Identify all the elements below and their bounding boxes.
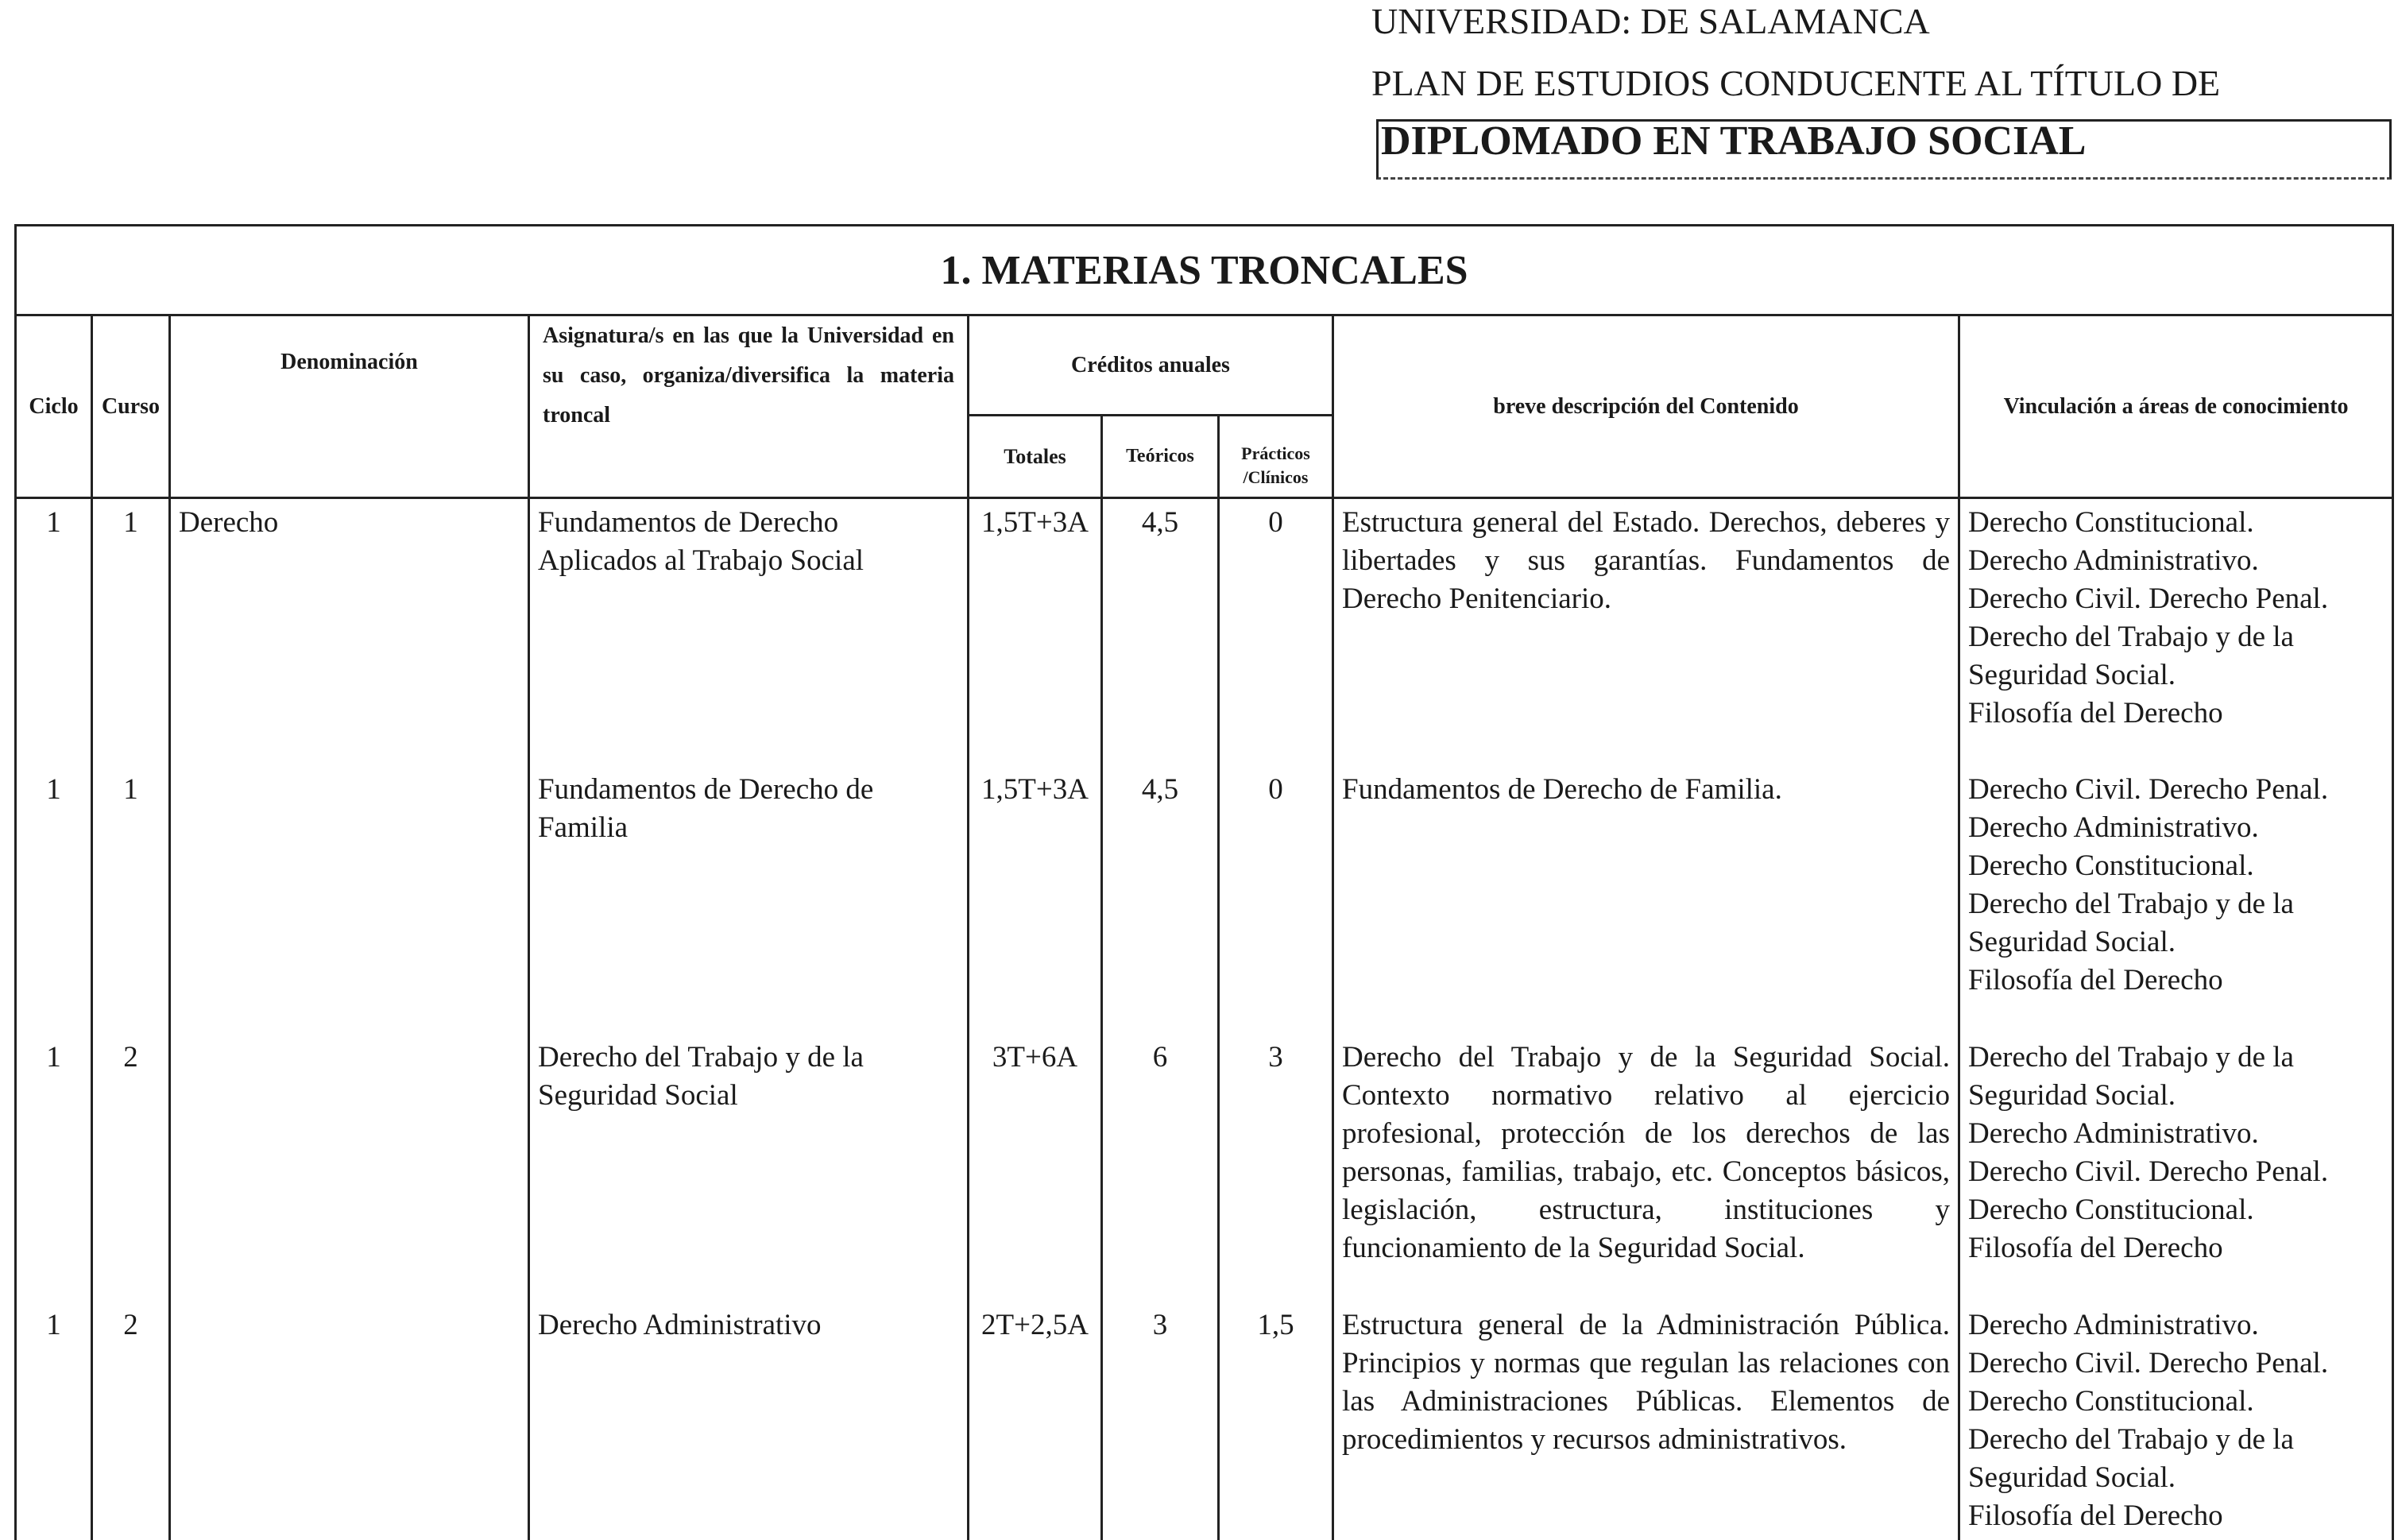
col-curso: Curso [92, 315, 170, 498]
area-item: Derecho Civil. Derecho Penal. [1968, 582, 2329, 615]
cell-denominacion [170, 1302, 529, 1540]
cell-totales: 1,5T+3A [969, 766, 1102, 1034]
cell-curso: 2 [92, 1302, 170, 1540]
area-item: Derecho Civil. Derecho Penal. [1968, 772, 2329, 806]
table-row [16, 498, 2393, 766]
materias-table [14, 224, 2394, 1540]
cell-curso: 2 [92, 1034, 170, 1302]
cell-descripcion: Fundamentos de Derecho de Familia. [1333, 766, 1959, 1034]
cell-denominacion [170, 1034, 529, 1302]
area-item: Derecho Administrativo. [1968, 811, 2259, 844]
cell-areas [1959, 498, 2393, 766]
area-item: Derecho Civil. Derecho Penal. [1968, 1155, 2329, 1188]
cell-ciclo: 1 [16, 498, 92, 766]
area-item: Derecho Constitucional. [1968, 849, 2254, 882]
area-item: Seguridad Social. [1968, 1461, 2176, 1494]
col-creditos: Créditos anuales [969, 315, 1333, 416]
area-item: Derecho Constitucional. [1968, 1193, 2254, 1226]
cell-teoricos: 6 [1102, 1034, 1219, 1302]
cell-ciclo: 1 [16, 766, 92, 1034]
col-vinculacion: Vinculación a áreas de conocimiento [1959, 315, 2393, 498]
cell-practicos: 3 [1219, 1034, 1333, 1302]
practicos-label: Prácticos [1241, 443, 1310, 463]
cell-asignatura: Fundamentos de Derecho de Familia [529, 766, 969, 1034]
cell-totales: 2T+2,5A [969, 1302, 1102, 1540]
cell-curso: 1 [92, 498, 170, 766]
cell-practicos: 0 [1219, 498, 1333, 766]
col-teoricos: Teóricos [1102, 416, 1219, 498]
cell-ciclo: 1 [16, 1034, 92, 1302]
col-asignaturas: Asignatura/s en las que la Universidad en su caso, organiza/diversifica la materia troncal [529, 315, 969, 498]
area-item: Derecho del Trabajo y de la [1968, 1040, 2294, 1074]
col-practicos [1219, 416, 1333, 498]
cell-areas [1959, 1034, 2393, 1302]
table-row [16, 1034, 2393, 1302]
plan-heading: PLAN DE ESTUDIOS CONDUCENTE AL TÍTULO DE [1371, 63, 2221, 103]
cell-ciclo: 1 [16, 1302, 92, 1540]
cell-denominacion [170, 766, 529, 1034]
col-denominacion: Denominación [170, 315, 529, 498]
cell-descripcion: Estructura general del Estado. Derechos, deberes y libertades y sus garantías. Fundamentos de Derecho Penitenciario. [1333, 498, 1959, 766]
cell-areas [1959, 1302, 2393, 1540]
clinicos-label: /Clínicos [1243, 467, 1309, 487]
cell-teoricos: 4,5 [1102, 766, 1219, 1034]
cell-descripcion: Estructura general de la Administración Pública. Principios y normas que regulan las relaciones con las Administraciones Públicas. Elementos de procedimientos y recursos administrativos. [1333, 1302, 1959, 1540]
col-descripcion: breve descripción del Contenido [1333, 315, 1959, 498]
area-item: Filosofía del Derecho [1968, 1499, 2223, 1532]
cell-asignatura: Fundamentos de Derecho Aplicados al Trabajo Social [529, 498, 969, 766]
cell-practicos: 0 [1219, 766, 1333, 1034]
cell-practicos: 1,5 [1219, 1302, 1333, 1540]
area-item: Filosofía del Derecho [1968, 1231, 2223, 1264]
university-heading: UNIVERSIDAD: DE SALAMANCA [1371, 1, 1930, 41]
area-item: Filosofía del Derecho [1968, 697, 2223, 729]
cell-totales: 3T+6A [969, 1034, 1102, 1302]
area-item: Derecho del Trabajo y de la [1968, 1422, 2294, 1456]
cell-totales: 1,5T+3A [969, 498, 1102, 766]
cell-asignatura: Derecho Administrativo [529, 1302, 969, 1540]
cell-descripcion: Derecho del Trabajo y de la Seguridad Social. Contexto normativo relativo al ejercicio profesional, protección de los derechos de las personas, familias, trabajo, etc. Conceptos básicos, legislación, estructura, instituciones y funcionamiento de la Seguridad Social. [1333, 1034, 1959, 1302]
area-item: Derecho Civil. Derecho Penal. [1968, 1346, 2329, 1379]
col-ciclo: Ciclo [16, 315, 92, 498]
area-item: Seguridad Social. [1968, 1078, 2176, 1112]
area-item: Derecho Constitucional. [1968, 1384, 2254, 1418]
area-item: Derecho Constitucional. [1968, 506, 2254, 539]
cell-teoricos: 3 [1102, 1302, 1219, 1540]
table-title: 1. MATERIAS TRONCALES [16, 226, 2393, 315]
table-row [16, 766, 2393, 1034]
area-item: Derecho del Trabajo y de la [1968, 621, 2294, 653]
table-row [16, 1302, 2393, 1540]
area-item: Derecho del Trabajo y de la [1968, 887, 2294, 920]
col-totales: Totales [969, 416, 1102, 498]
area-item: Derecho Administrativo. [1968, 1116, 2259, 1150]
cell-curso: 1 [92, 766, 170, 1034]
cell-areas [1959, 766, 2393, 1034]
area-item: Filosofía del Derecho [1968, 963, 2223, 996]
degree-title: DIPLOMADO EN TRABAJO SOCIAL [1381, 118, 2087, 164]
area-item: Derecho Administrativo. [1968, 544, 2259, 577]
area-item: Derecho Administrativo. [1968, 1308, 2259, 1341]
cell-asignatura: Derecho del Trabajo y de la Seguridad Social [529, 1034, 969, 1302]
cell-denominacion: Derecho [170, 498, 529, 766]
area-item: Seguridad Social. [1968, 659, 2176, 691]
cell-teoricos: 4,5 [1102, 498, 1219, 766]
area-item: Seguridad Social. [1968, 925, 2176, 958]
